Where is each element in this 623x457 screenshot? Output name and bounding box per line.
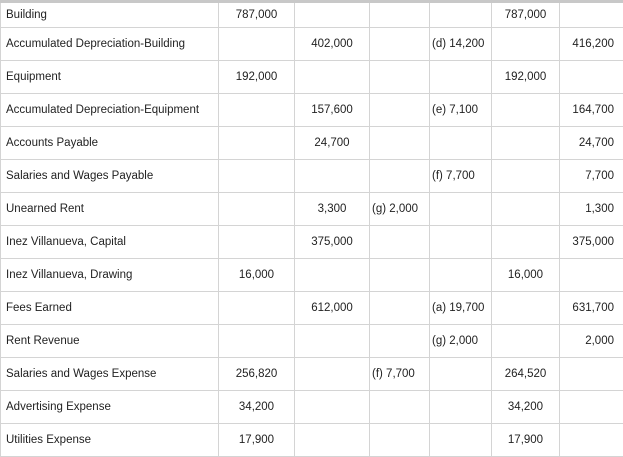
- adjusted-credit-cell: [560, 424, 623, 457]
- adjusted-debit-cell: 264,520: [492, 358, 560, 391]
- adjustment-credit-cell: [430, 193, 492, 226]
- adjusted-debit-cell: [492, 193, 560, 226]
- table-row: [1, 28, 623, 61]
- adjustment-debit-cell: [370, 94, 430, 127]
- account-name-cell: Advertising Expense: [1, 391, 219, 424]
- table-row: [1, 2, 623, 28]
- account-name-cell: Salaries and Wages Payable: [1, 160, 219, 193]
- adjustment-credit-cell: [430, 61, 492, 94]
- account-name-cell: Utilities Expense: [1, 424, 219, 457]
- account-name-cell: Fees Earned: [1, 292, 219, 325]
- trial-balance-credit-cell: 24,700: [295, 127, 370, 160]
- trial-balance-credit-cell: [295, 358, 370, 391]
- adjustment-debit-cell: [370, 424, 430, 457]
- adjusted-credit-cell: [560, 391, 623, 424]
- adjustment-credit-cell: [430, 424, 492, 457]
- adjusted-credit-cell: [560, 259, 623, 292]
- adjustment-debit-cell: [370, 292, 430, 325]
- adjusted-credit-cell: [560, 358, 623, 391]
- trial-balance-credit-cell: [295, 160, 370, 193]
- adjusted-credit-cell: [560, 2, 623, 28]
- adjustment-debit-cell: [370, 325, 430, 358]
- trial-balance-credit-cell: 402,000: [295, 28, 370, 61]
- adjusted-debit-cell: [492, 292, 560, 325]
- adjustment-credit-cell: [430, 2, 492, 28]
- account-name-cell: Rent Revenue: [1, 325, 219, 358]
- table-row: [1, 325, 623, 358]
- adjustment-debit-cell: [370, 160, 430, 193]
- adjusted-credit-cell: 2,000: [560, 325, 623, 358]
- adjusted-credit-cell: 375,000: [560, 226, 623, 259]
- adjustment-credit-cell: [430, 226, 492, 259]
- adjusted-credit-cell: 1,300: [560, 193, 623, 226]
- adjusted-credit-cell: 631,700: [560, 292, 623, 325]
- adjusted-debit-cell: 16,000: [492, 259, 560, 292]
- trial-balance-debit-cell: 17,900: [219, 424, 295, 457]
- table-row: [1, 292, 623, 325]
- adjustment-credit-cell: (e) 7,100: [430, 94, 492, 127]
- adjusted-credit-cell: [560, 61, 623, 94]
- adjustment-credit-cell: (d) 14,200: [430, 28, 492, 61]
- adjustment-credit-cell: [430, 259, 492, 292]
- adjustment-debit-cell: [370, 226, 430, 259]
- adjustment-credit-cell: (f) 7,700: [430, 160, 492, 193]
- table-row: [1, 61, 623, 94]
- trial-balance-debit-cell: 787,000: [219, 2, 295, 28]
- adjustment-credit-cell: (g) 2,000: [430, 325, 492, 358]
- table-row: [1, 358, 623, 391]
- account-name-cell: Inez Villanueva, Drawing: [1, 259, 219, 292]
- adjusted-credit-cell: 24,700: [560, 127, 623, 160]
- table-row: [1, 94, 623, 127]
- account-name-cell: Accounts Payable: [1, 127, 219, 160]
- account-name-cell: Building: [1, 2, 219, 28]
- adjustment-credit-cell: (a) 19,700: [430, 292, 492, 325]
- adjustment-debit-cell: [370, 127, 430, 160]
- adjustment-credit-cell: [430, 358, 492, 391]
- trial-balance-debit-cell: [219, 325, 295, 358]
- adjusted-credit-cell: 416,200: [560, 28, 623, 61]
- adjusted-debit-cell: [492, 226, 560, 259]
- account-name-cell: Accumulated Depreciation-Building: [1, 28, 219, 61]
- table-row: [1, 160, 623, 193]
- trial-balance-debit-cell: 256,820: [219, 358, 295, 391]
- trial-balance-debit-cell: [219, 292, 295, 325]
- trial-balance-credit-cell: [295, 61, 370, 94]
- table-row: [1, 391, 623, 424]
- trial-balance-credit-cell: 3,300: [295, 193, 370, 226]
- trial-balance-debit-cell: [219, 28, 295, 61]
- trial-balance-debit-cell: 192,000: [219, 61, 295, 94]
- trial-balance-credit-cell: 375,000: [295, 226, 370, 259]
- adjusted-debit-cell: 17,900: [492, 424, 560, 457]
- trial-balance-debit-cell: 16,000: [219, 259, 295, 292]
- table-row: [1, 193, 623, 226]
- adjusted-debit-cell: 192,000: [492, 61, 560, 94]
- trial-balance-credit-cell: 612,000: [295, 292, 370, 325]
- trial-balance-debit-cell: [219, 193, 295, 226]
- adjustment-credit-cell: [430, 127, 492, 160]
- trial-balance-credit-cell: [295, 2, 370, 28]
- trial-balance-debit-cell: [219, 160, 295, 193]
- adjusted-debit-cell: [492, 325, 560, 358]
- adjusted-debit-cell: [492, 94, 560, 127]
- trial-balance-debit-cell: 34,200: [219, 391, 295, 424]
- trial-balance-credit-cell: [295, 391, 370, 424]
- trial-balance-debit-cell: [219, 94, 295, 127]
- trial-balance-credit-cell: [295, 424, 370, 457]
- table-row: [1, 259, 623, 292]
- adjustment-debit-cell: [370, 28, 430, 61]
- adjusted-credit-cell: 7,700: [560, 160, 623, 193]
- adjusted-debit-cell: [492, 28, 560, 61]
- table-row: [1, 226, 623, 259]
- adjustment-debit-cell: [370, 2, 430, 28]
- adjustment-debit-cell: [370, 259, 430, 292]
- adjusted-credit-cell: 164,700: [560, 94, 623, 127]
- adjustment-credit-cell: [430, 391, 492, 424]
- adjustment-debit-cell: (f) 7,700: [370, 358, 430, 391]
- adjusted-debit-cell: 34,200: [492, 391, 560, 424]
- adjusted-debit-cell: [492, 160, 560, 193]
- trial-balance-credit-cell: [295, 259, 370, 292]
- adjustment-debit-cell: (g) 2,000: [370, 193, 430, 226]
- adjusted-debit-cell: [492, 127, 560, 160]
- account-name-cell: Salaries and Wages Expense: [1, 358, 219, 391]
- table-row: [1, 424, 623, 457]
- worksheet-rows: [1, 2, 623, 457]
- adjustment-debit-cell: [370, 61, 430, 94]
- account-name-cell: Unearned Rent: [1, 193, 219, 226]
- account-name-cell: Inez Villanueva, Capital: [1, 226, 219, 259]
- account-name-cell: Accumulated Depreciation-Equipment: [1, 94, 219, 127]
- trial-balance-credit-cell: 157,600: [295, 94, 370, 127]
- trial-balance-debit-cell: [219, 127, 295, 160]
- trial-balance-debit-cell: [219, 226, 295, 259]
- table-row: [1, 127, 623, 160]
- adjustment-debit-cell: [370, 391, 430, 424]
- adjusted-debit-cell: 787,000: [492, 2, 560, 28]
- account-name-cell: Equipment: [1, 61, 219, 94]
- trial-balance-credit-cell: [295, 325, 370, 358]
